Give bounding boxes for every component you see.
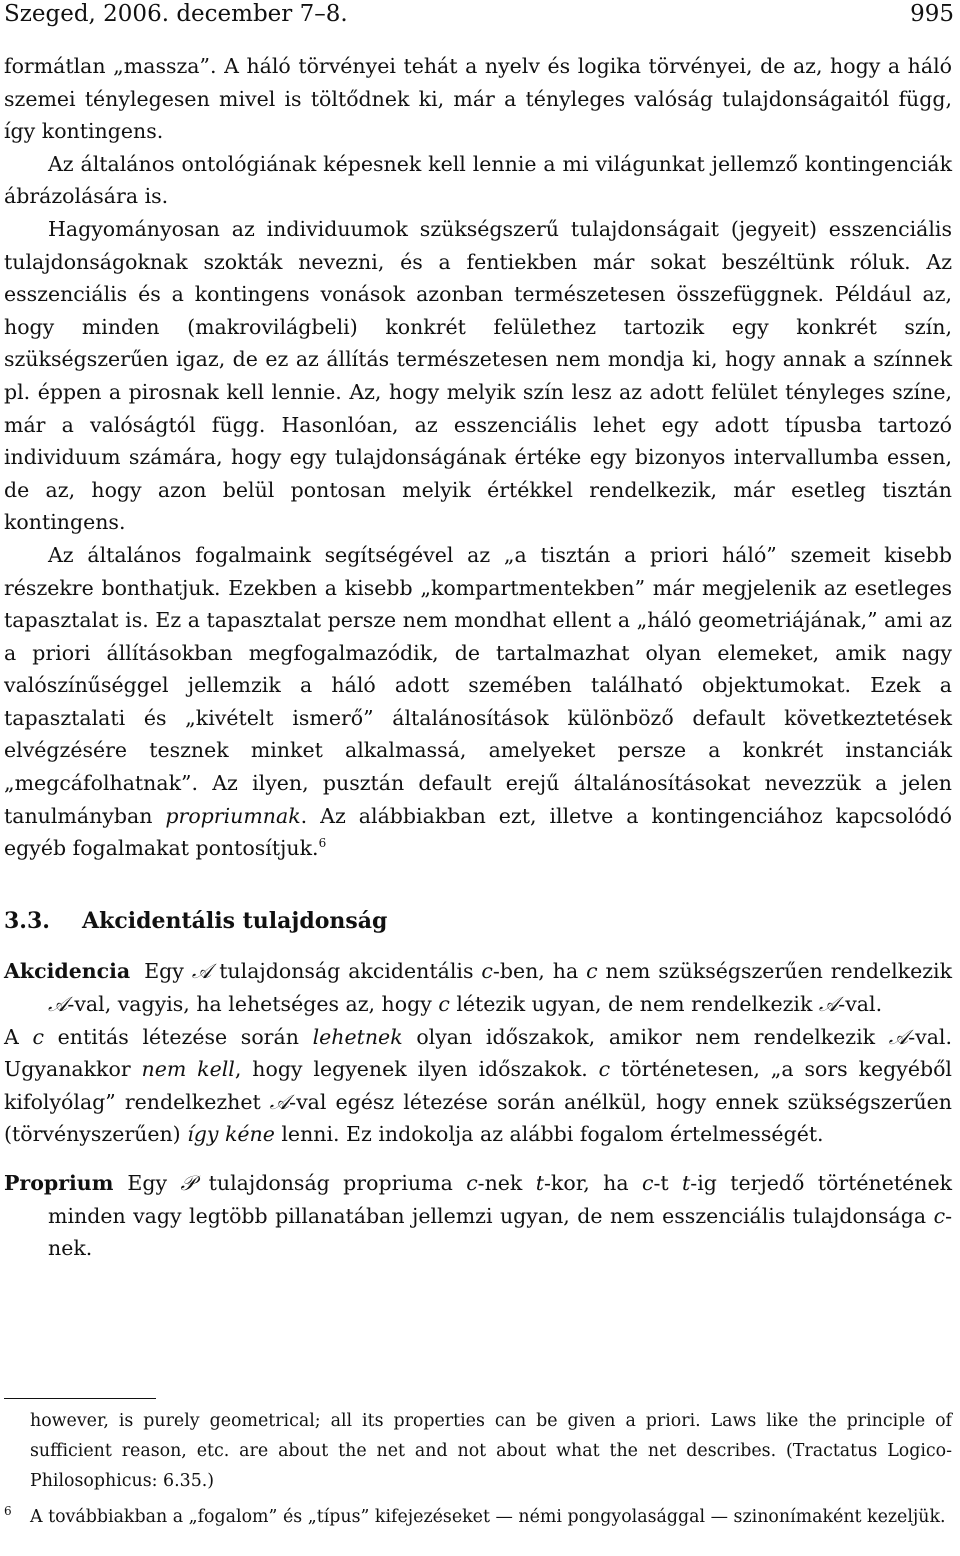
definition-proprium: Proprium Egy 𝒫 tulajdonság propriuma c-nek t-kor, ha c-t t-ig terjedő történetének minden vagy legtöbb pillanatában jellemzi ugyan, de nem esszenciális tulajdonsága c-nek. <box>4 1171 952 1261</box>
page-number: 995 <box>910 1 954 27</box>
running-header <box>4 0 954 34</box>
section-heading <box>4 905 952 938</box>
paragraph-1: formátlan „massza”. A háló törvényei tehát a nyelv és logika törvényei, de az, hogy a háló szemei ténylegesen mivel is töltődnek ki, már a tényleges valóság tulajdonságaitól függ, így kontingens. <box>4 54 952 144</box>
paragraph-4: Az általános fogalmaink segítségével az „a tisztán a priori háló” szemeit kisebb részekre bonthatjuk. Ezekben a kisebb „kompartmentekben” már megjelenik az esetleges tapasztalat is. Ez a tapasztalat persze nem mondhat ellent a „háló geometriájának,” ami az a priori állításokban megfogalmazódik, de tartalmazhat olyan elemeket, amik nagy valószínűséggel jellemzik a háló adott szemében található objektumokat. Ezek a tapasztalati és „kivételt ismerő” általánosítások különböző default következtetések elvégzésére tesznek minket alkalmassá, amelyeket persze a konkrét instanciák „megcáfolhatnak”. Az ilyen, pusztán default erejű általánosításokat nevezzük a jelen tanulmányban propriumnak. Az alábbiakban ezt, illetve a kontingenciához kapcsolódó egyéb fogalmakat pontosítjuk.$^6$ <box>4 542 952 861</box>
footnote-ref-6[interactable]: 6 <box>318 836 327 851</box>
footnote-mark: 6 <box>4 1504 12 1518</box>
footnotes <box>4 1406 952 1532</box>
paragraph-3: Hagyományosan az individuumok szükségszerű tulajdonságait (jegyeit) esszenciális tulajdonságoknak szokták nevezni, és a fentiekben már sokat beszéltünk róluk. Az esszenciális és a kontingens vonások azonban természetesen összefüggnek. Például az, hogy minden (makrovilágbeli) konkrét felülethez tartozik egy konkrét szín, szükségszerűen igaz, de ez az állítás természetesen nem mondja ki, hogy annak a színnek pl. éppen a pirosnak kell lennie. Az, hogy melyik szín lesz az adott felület tényleges színe, már a valóságtól függ. Hasonlóan, az esszenciális lehet egy adott típusba tartozó individuum számára, hogy egy tulajdonságának értéke egy bizonyos intervallumba essen, de az, hogy azon belül pontosan melyik értékkel rendelkezik, már esetleg tisztán kontingens. <box>4 216 952 535</box>
header-place-date: Szeged, 2006. december 7–8. <box>4 1 348 27</box>
main-text <box>4 50 952 1265</box>
section-title: Akcidentális tulajdonság <box>82 907 388 934</box>
definition-term: Akcidencia <box>4 959 131 984</box>
paragraph-2: Az általános ontológiának képesnek kell lennie a mi világunkat jellemző kontingenciák ábrázolására is. <box>4 151 952 209</box>
footnote-continued: however, is purely geometrical; all its properties can be given a priori. Laws like the principle of sufficient reason, etc. are about the net and not about what the net describes. (Tractatus Logico-Philosophicus: 6.35.) <box>30 1411 952 1491</box>
section-number: 3.3. <box>4 907 50 934</box>
paragraph-5: A c entitás létezése során lehetnek olyan időszakok, amikor nem rendelkezik 𝒜-val. Ugyanakkor nem kell, hogy legyenek ilyen időszakok. c történetesen, „a sors kegyéből kifolyólag” rendelkezhet 𝒜-val egész létezése során anélkül, hogy ennek szükségszerűen (törvényszerűen) így kéne lenni. Ez indokolja az alábbi fogalom értelmességét. <box>4 1024 952 1147</box>
footnote-rule <box>4 1398 156 1399</box>
footnote-6: 6 A továbbiakban a „fogalom” és „típus” kifejezéseket — némi pongyolasággal — szinonímaként kezeljük. <box>4 1496 952 1532</box>
definition-term: Proprium <box>4 1171 114 1195</box>
definition-accidence: Akcidencia Egy 𝒜 tulajdonság akcidentális c-ben, ha c nem szükségszerűen rendelkezik 𝒜-val, vagyis, ha lehetséges az, hogy c létezik ugyan, de nem rendelkezik 𝒜-val. <box>4 959 953 1017</box>
